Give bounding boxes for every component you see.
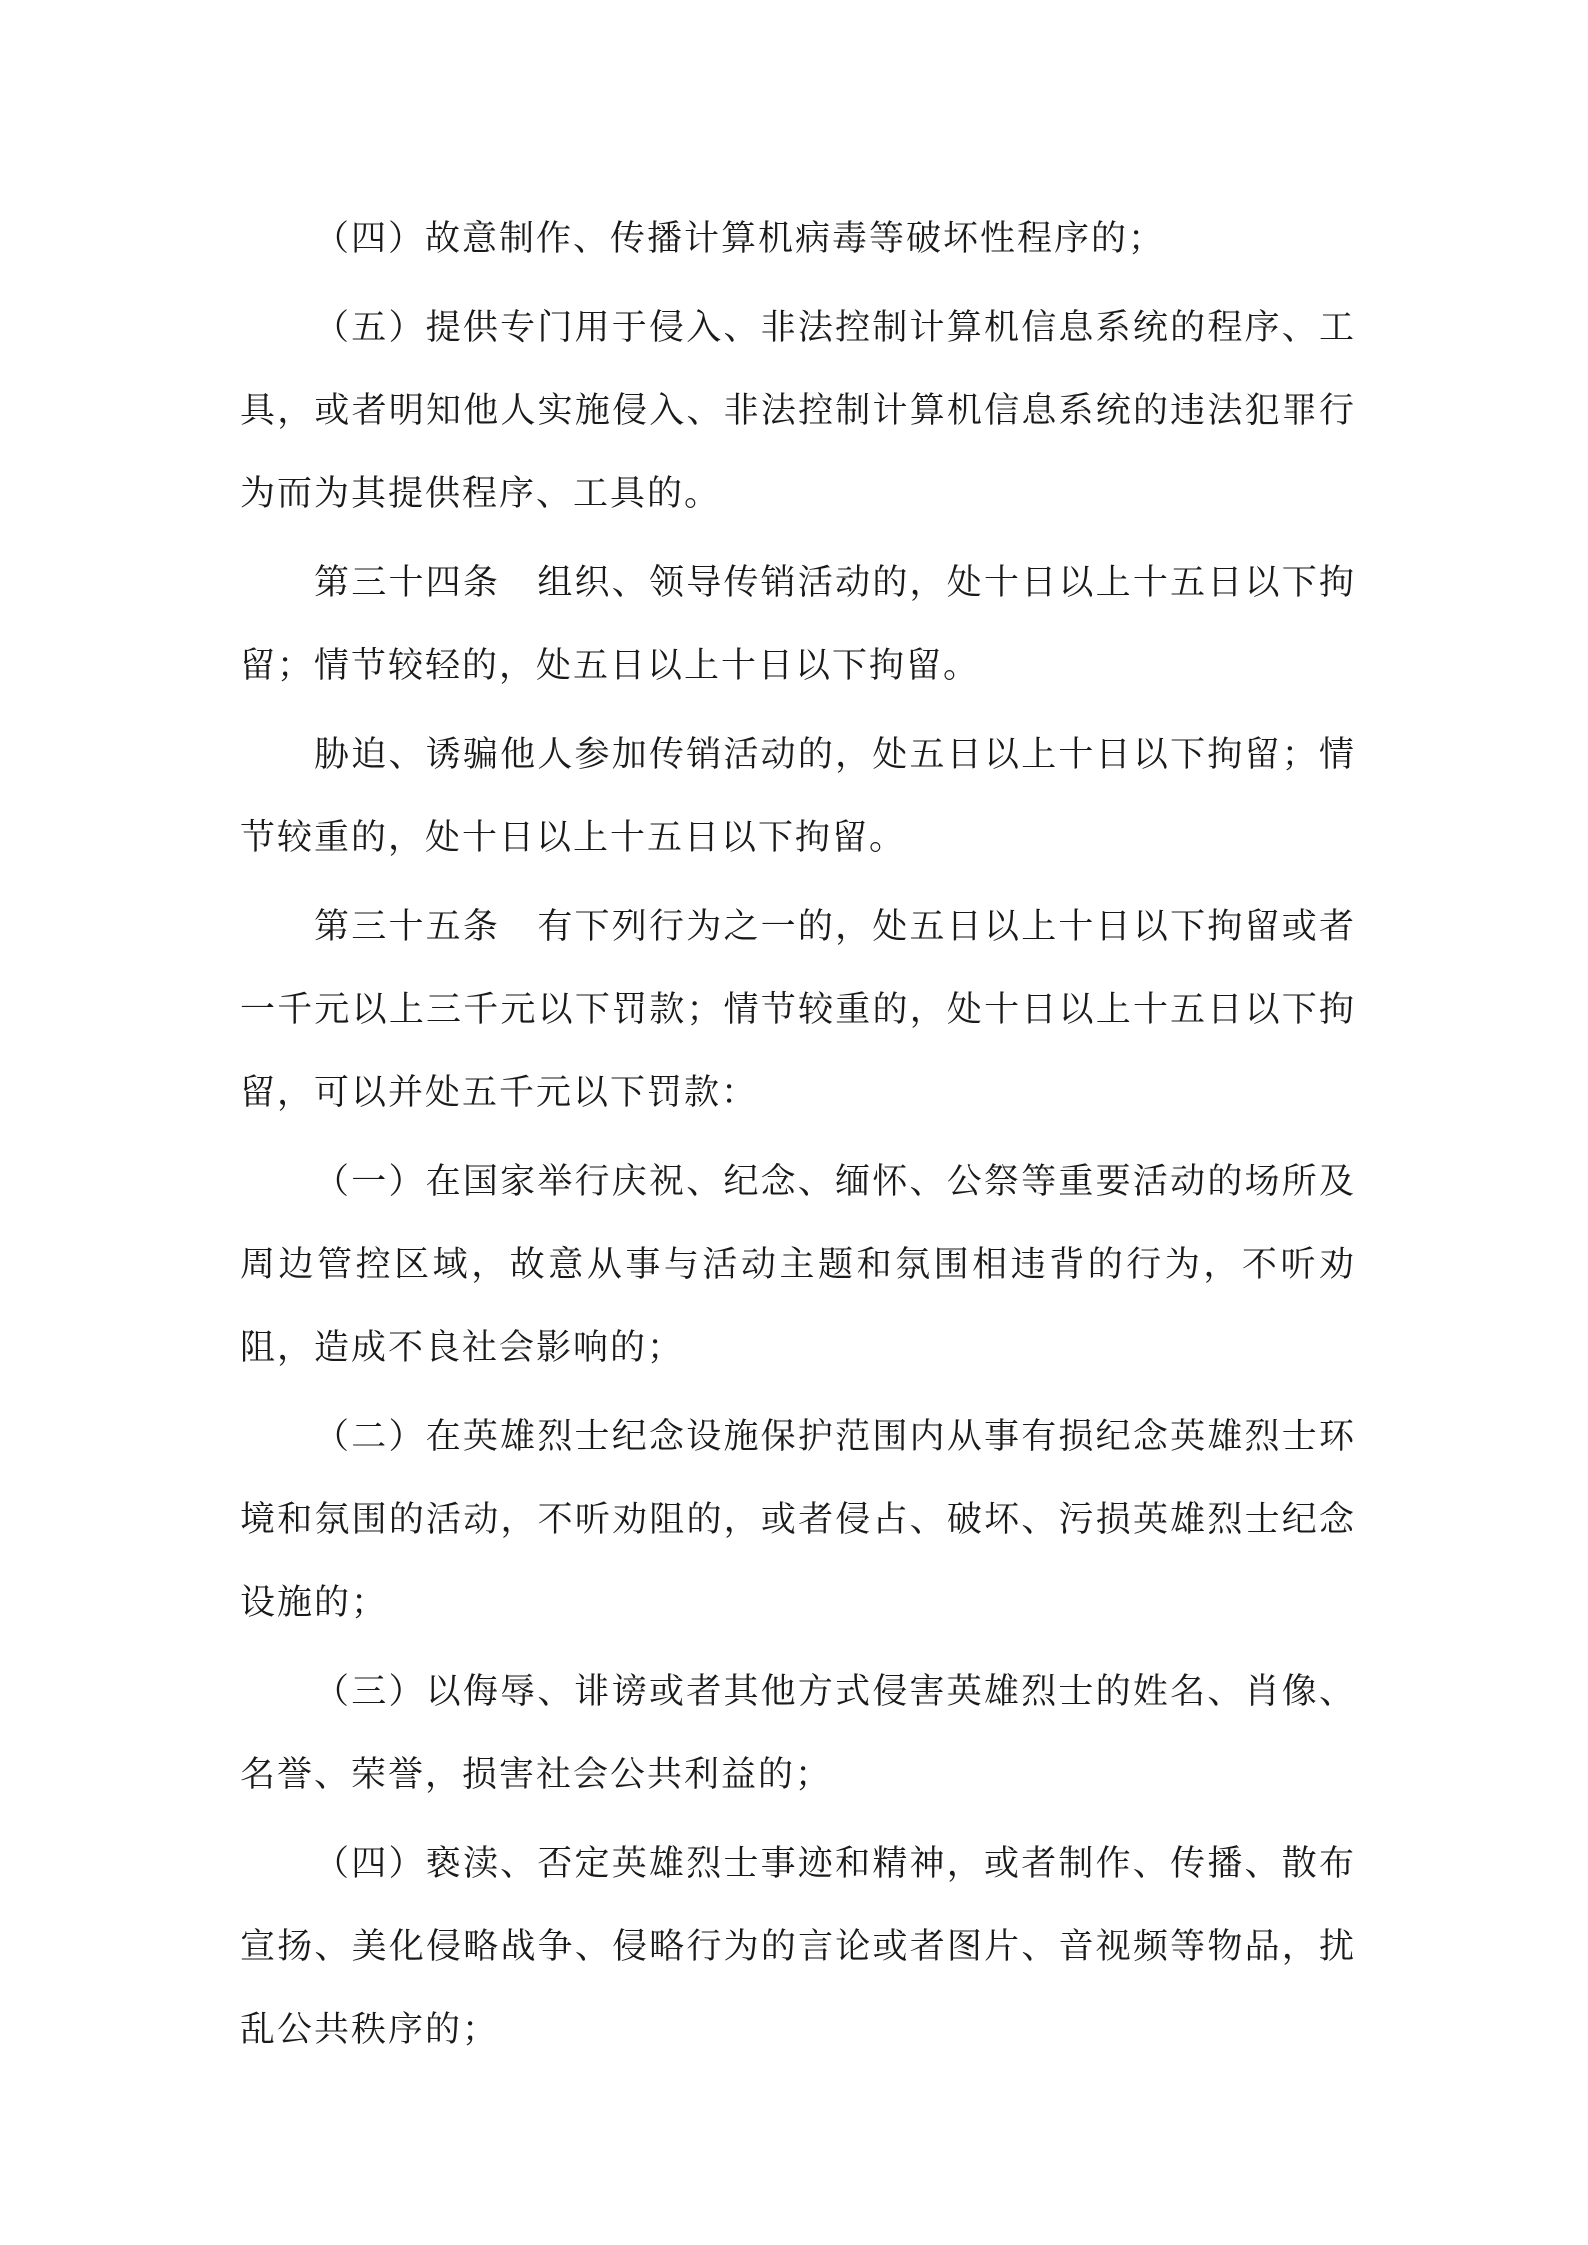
paragraph-item-4-virus: （四）故意制作、传播计算机病毒等破坏性程序的； <box>314 219 1166 259</box>
paragraph-coercion: 胁迫、诱骗他人参加传销活动的，处五日以上十日以下拘留；情节较重的，处十日以上十五日以下拘留。 <box>240 735 1356 858</box>
document-body <box>240 198 1356 2072</box>
paragraph-article-35: 第三十五条 有下列行为之一的，处五日以上十日以下拘留或者一千元以上三千元以下罚款；情节较重的，处十日以上十五日以下拘留，可以并处五千元以下罚款： <box>240 907 1356 1113</box>
paragraph-item-4-desecration: （四）亵渎、否定英雄烈士事迹和精神，或者制作、传播、散布宣扬、美化侵略战争、侵略行为的言论或者图片、音视频等物品，扰乱公共秩序的； <box>240 1844 1356 2050</box>
paragraph-item-3-defamation: （三）以侮辱、诽谤或者其他方式侵害英雄烈士的姓名、肖像、名誉、荣誉，损害社会公共利益的； <box>240 1672 1356 1795</box>
paragraph-article-34: 第三十四条 组织、领导传销活动的，处十日以上十五日以下拘留；情节较轻的，处五日以上十日以下拘留。 <box>240 563 1356 686</box>
paragraph-item-5-tools: （五）提供专门用于侵入、非法控制计算机信息系统的程序、工具，或者明知他人实施侵入、非法控制计算机信息系统的违法犯罪行为而为其提供程序、工具的。 <box>240 308 1356 514</box>
paragraph-item-2-memorials: （二）在英雄烈士纪念设施保护范围内从事有损纪念英雄烈士环境和氛围的活动，不听劝阻的，或者侵占、破坏、污损英雄烈士纪念设施的； <box>240 1417 1356 1623</box>
paragraph-item-1-events: （一）在国家举行庆祝、纪念、缅怀、公祭等重要活动的场所及周边管控区域，故意从事与活动主题和氛围相违背的行为，不听劝阻，造成不良社会影响的； <box>240 1162 1356 1368</box>
